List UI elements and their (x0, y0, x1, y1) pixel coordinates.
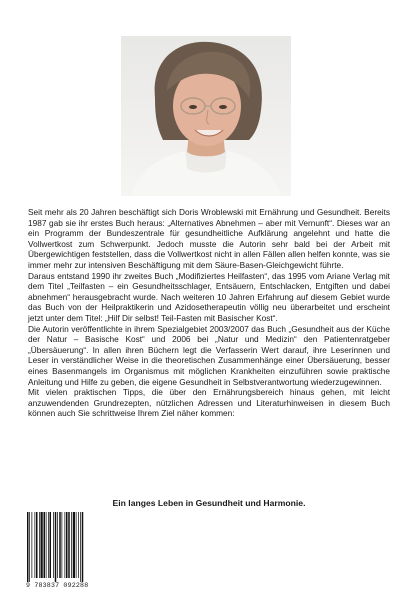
barcode-bars (26, 512, 98, 582)
motto: Ein langes Leben in Gesundheit und Harmonie. (112, 498, 306, 508)
author-biography (28, 207, 390, 419)
biography-paragraph: Mit vielen praktischen Tipps, die über den Ernährungsbereich hinaus gehen, mit leicht anzuwendenden Grundrezepten, nützlichen Adressen und Literaturhinweisen in diesem Buch können auch Sie schrittweise Ihrem Ziel näher kommen: (28, 387, 390, 419)
biography-paragraph: Die Autorin veröffentlichte in ihrem Spezialgebiet 2003/2007 das Buch „Gesundheit aus der Küche der Natur – Basische Kost“ und 2006 bei „Natur und Medizin“ den Patientenratgeber „Übersäuerung“. In allen ihren Büchern legt die Verfasserin Wert darauf, ihre Leserinnen und Leser in verständlicher Weise in die theoretischen Zusammenhänge einer Übersäuerung, besser eines Basenmangels im Organismus mit möglichen Krankheiten einzuführen sowie praktische Anleitung und Hilfe zu geben, die eigene Gesundheit in Selbstverantwortung wiederzugewinnen. (28, 323, 390, 387)
biography-paragraph: Seit mehr als 20 Jahren beschäftigt sich Doris Wroblewski mit Ernährung und Gesundheit. Bereits 1987 gab sie ihr erstes Buch heraus: „Alternatives Abnehmen – aber mit Vernunft“. Dieses war an ein Programm der Bundeszentrale für gesundheitliche Aufklärung angelehnt und hatte die Vollwertkost zum Schwerpunkt. Jedoch musste die Autorin sehr bald bei der Arbeit mit Übergewichtigen feststellen, dass die Vollwertkost nicht in allen Fällen allen helfen konnte, was sie immer mehr zur intensiven Beschäftigung mit dem Säure-Basen-Gleichgewicht führte. (28, 207, 390, 270)
isbn-number: 9 783837 092288 (26, 582, 89, 589)
author-portrait (121, 36, 291, 196)
biography-paragraph: Daraus entstand 1990 ihr zweites Buch „Modifiziertes Heilfasten“, das 1995 vom Ariane Verlag mit dem Titel „Teilfasten – ein Gesundheitsschlager, Entsäuern, Entschlacken, Entgiften und dabei abnehmen“ herausgebracht wurde. Nach weiteren 10 Jahren Erfahrung auf diesem Gebiet wurde das Buch von der Heilpraktikerin und Azidosetherapeutin völlig neu überarbeitet und erscheint jetzt unter dem Titel: „Hilf Dir selbst! Teil-Fasten mit Basischer Kost“. (28, 270, 390, 323)
isbn-barcode (26, 512, 98, 582)
author-portrait-illustration (121, 36, 291, 196)
